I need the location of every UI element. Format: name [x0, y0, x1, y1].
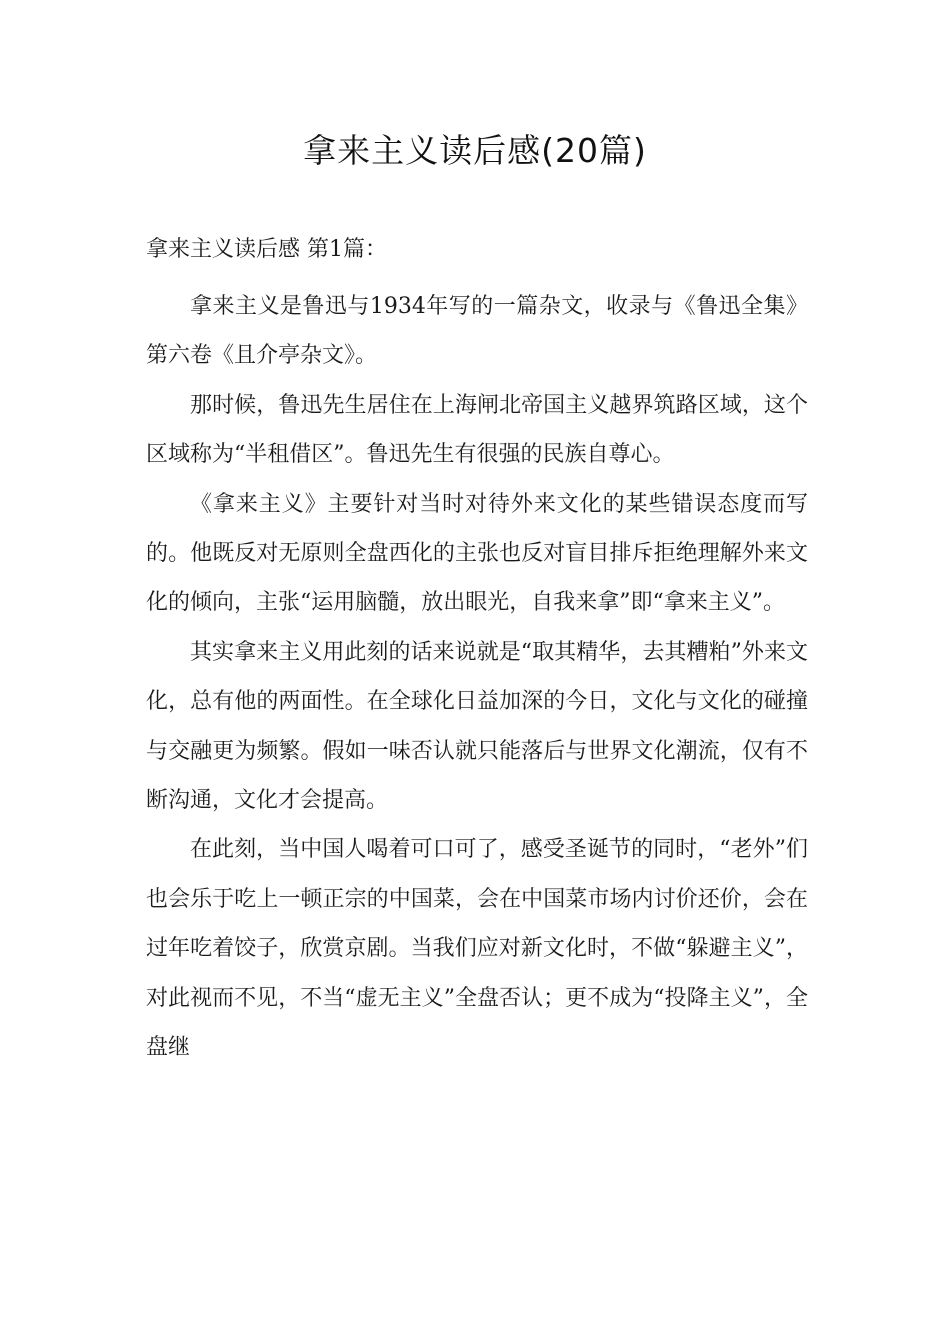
section-heading: 拿来主义读后感 第1篇： — [146, 237, 387, 262]
paragraph: 拿来主义是鲁迅与1934年写的一篇杂文，收录与《鲁迅全集》第六卷《且介亭杂文》。 — [146, 294, 808, 369]
document-body — [146, 282, 808, 1073]
paragraph: 在此刻，当中国人喝着可口可了，感受圣诞节的同时，“老外”们也会乐于吃上一顿正宗的中国菜，会在中国菜市场内讨价还价，会在过年吃着饺子，欣赏京剧。当我们应对新文化时，不做“躲避主义”，对此视而不见，不当“虚无主义”全盘否认；更不成为“投降主义”，全盘继 — [146, 837, 808, 1061]
document-title: 拿来主义读后感(20篇) — [303, 131, 647, 170]
paragraph: 那时候，鲁迅先生居住在上海闸北帝国主义越界筑路区域，这个区域称为“半租借区”。鲁迅先生有很强的民族自尊心。 — [146, 392, 808, 468]
paragraph: 《拿来主义》主要针对当时对待外来文化的某些错误态度而写的。他既反对无原则全盘西化的主张也反对盲目排斥拒绝理解外来文化的倾向，主张“运用脑髓，放出眼光，自我来拿”即“拿来主义”。 — [146, 491, 808, 616]
paragraph: 其实拿来主义用此刻的话来说就是“取其精华，去其糟粕”外来文化，总有他的两面性。在全球化日益加深的今日，文化与文化的碰撞与交融更为频繁。假如一味否认就只能落后与世界文化潮流，仅有不断沟通，文化才会提高。 — [146, 639, 808, 814]
